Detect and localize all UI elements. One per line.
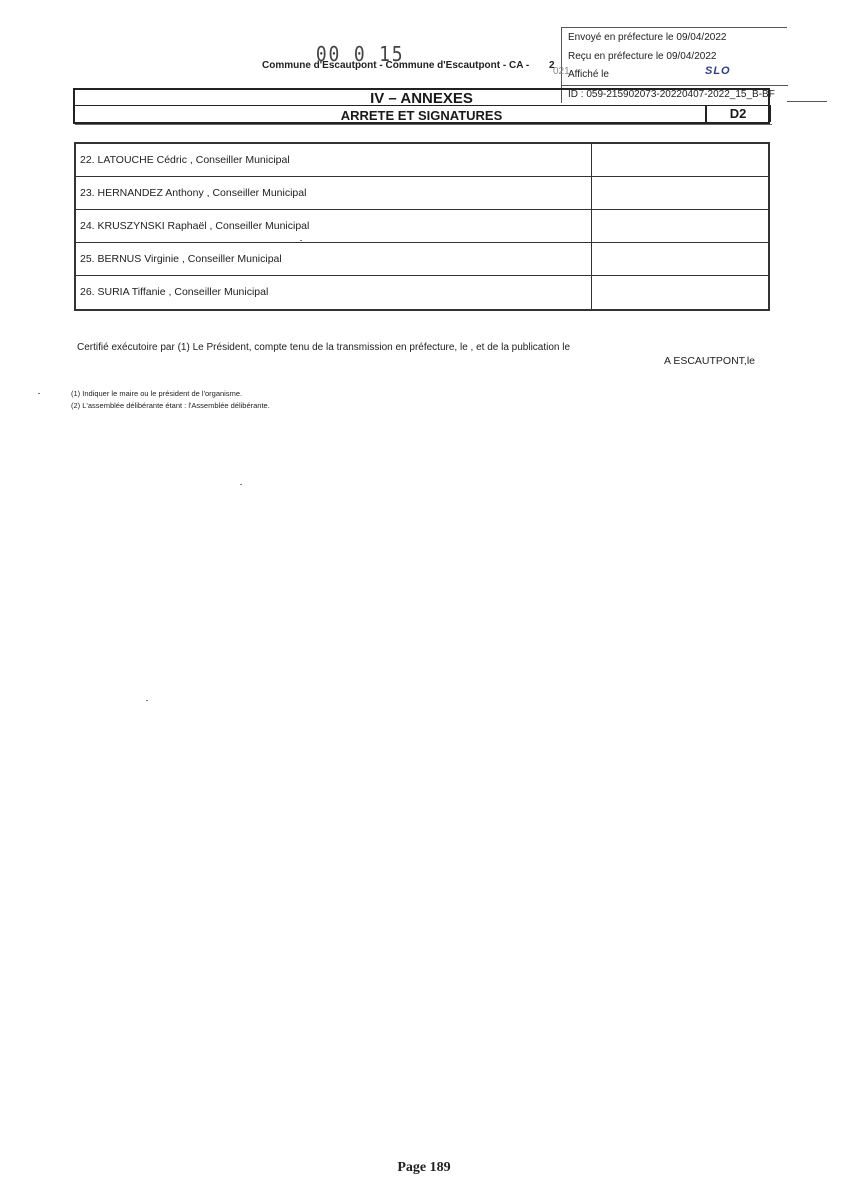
signature-cell [592, 144, 768, 176]
table-row [76, 177, 768, 210]
signature-cell [592, 210, 768, 242]
table-row [76, 243, 768, 276]
scan-speck [146, 700, 148, 701]
footnote-1: (1) Indiquer le maire ou le président de l'organisme. [71, 389, 243, 398]
signature-cell [592, 276, 768, 309]
stamp-divider [562, 85, 788, 86]
scan-speck [300, 240, 302, 241]
annex-subtitle: ARRETE ET SIGNATURES [340, 108, 503, 123]
header-year-ghost: 021 [553, 66, 570, 77]
signature-cell [592, 177, 768, 209]
table-row [76, 210, 768, 243]
signatory-name: 22. LATOUCHE Cédric , Conseiller Municipal [76, 144, 592, 176]
annex-title-block [73, 88, 770, 124]
certification-text: Certifié exécutoire par (1) Le Président, compte tenu de la transmission en préfecture, le , et de la publication le [77, 342, 571, 353]
table-row [76, 276, 768, 309]
signatory-name: 25. BERNUS Virginie , Conseiller Municipal [76, 243, 592, 275]
stamp-received-date: Reçu en préfecture le 09/04/2022 [568, 51, 717, 62]
annex-code: D2 [705, 105, 771, 122]
signatory-name: 23. HERNANDEZ Anthony , Conseiller Municipal [76, 177, 592, 209]
document-header: Commune d'Escautpont - Commune d'Escautpont - CA - [262, 60, 530, 71]
stamp-id: ID : 059-215902073-20220407-2022_15_B-BF [568, 89, 775, 100]
annex-divider [75, 105, 768, 106]
footnote-2: (2) L'assemblée délibérante étant : l'Assemblée délibérante. [71, 401, 270, 410]
scan-speck [240, 484, 242, 485]
header-year-fragment: 2 [549, 60, 555, 71]
annex-title: IV – ANNEXES [370, 90, 473, 107]
table-row [76, 144, 768, 177]
stamp-rule [787, 101, 827, 102]
signatory-name: 26. SURIA Tiffanie , Conseiller Municipal [76, 276, 592, 309]
signature-cell [592, 243, 768, 275]
signatory-name: 24. KRUSZYNSKI Raphaël , Conseiller Municipal [76, 210, 592, 242]
annex-shadow-rule [75, 124, 772, 125]
slo-logo: SLO [705, 65, 731, 77]
place-and-date: A ESCAUTPONT,le [664, 355, 756, 367]
stamp-sent-date: Envoyé en préfecture le 09/04/2022 [568, 32, 727, 43]
handwritten-number: 00 0 15 [315, 42, 405, 66]
signatures-table [74, 142, 770, 311]
stamp-posted: Affiché le [568, 69, 609, 80]
scan-speck [38, 393, 40, 394]
page-number: Page 189 [397, 1160, 451, 1175]
